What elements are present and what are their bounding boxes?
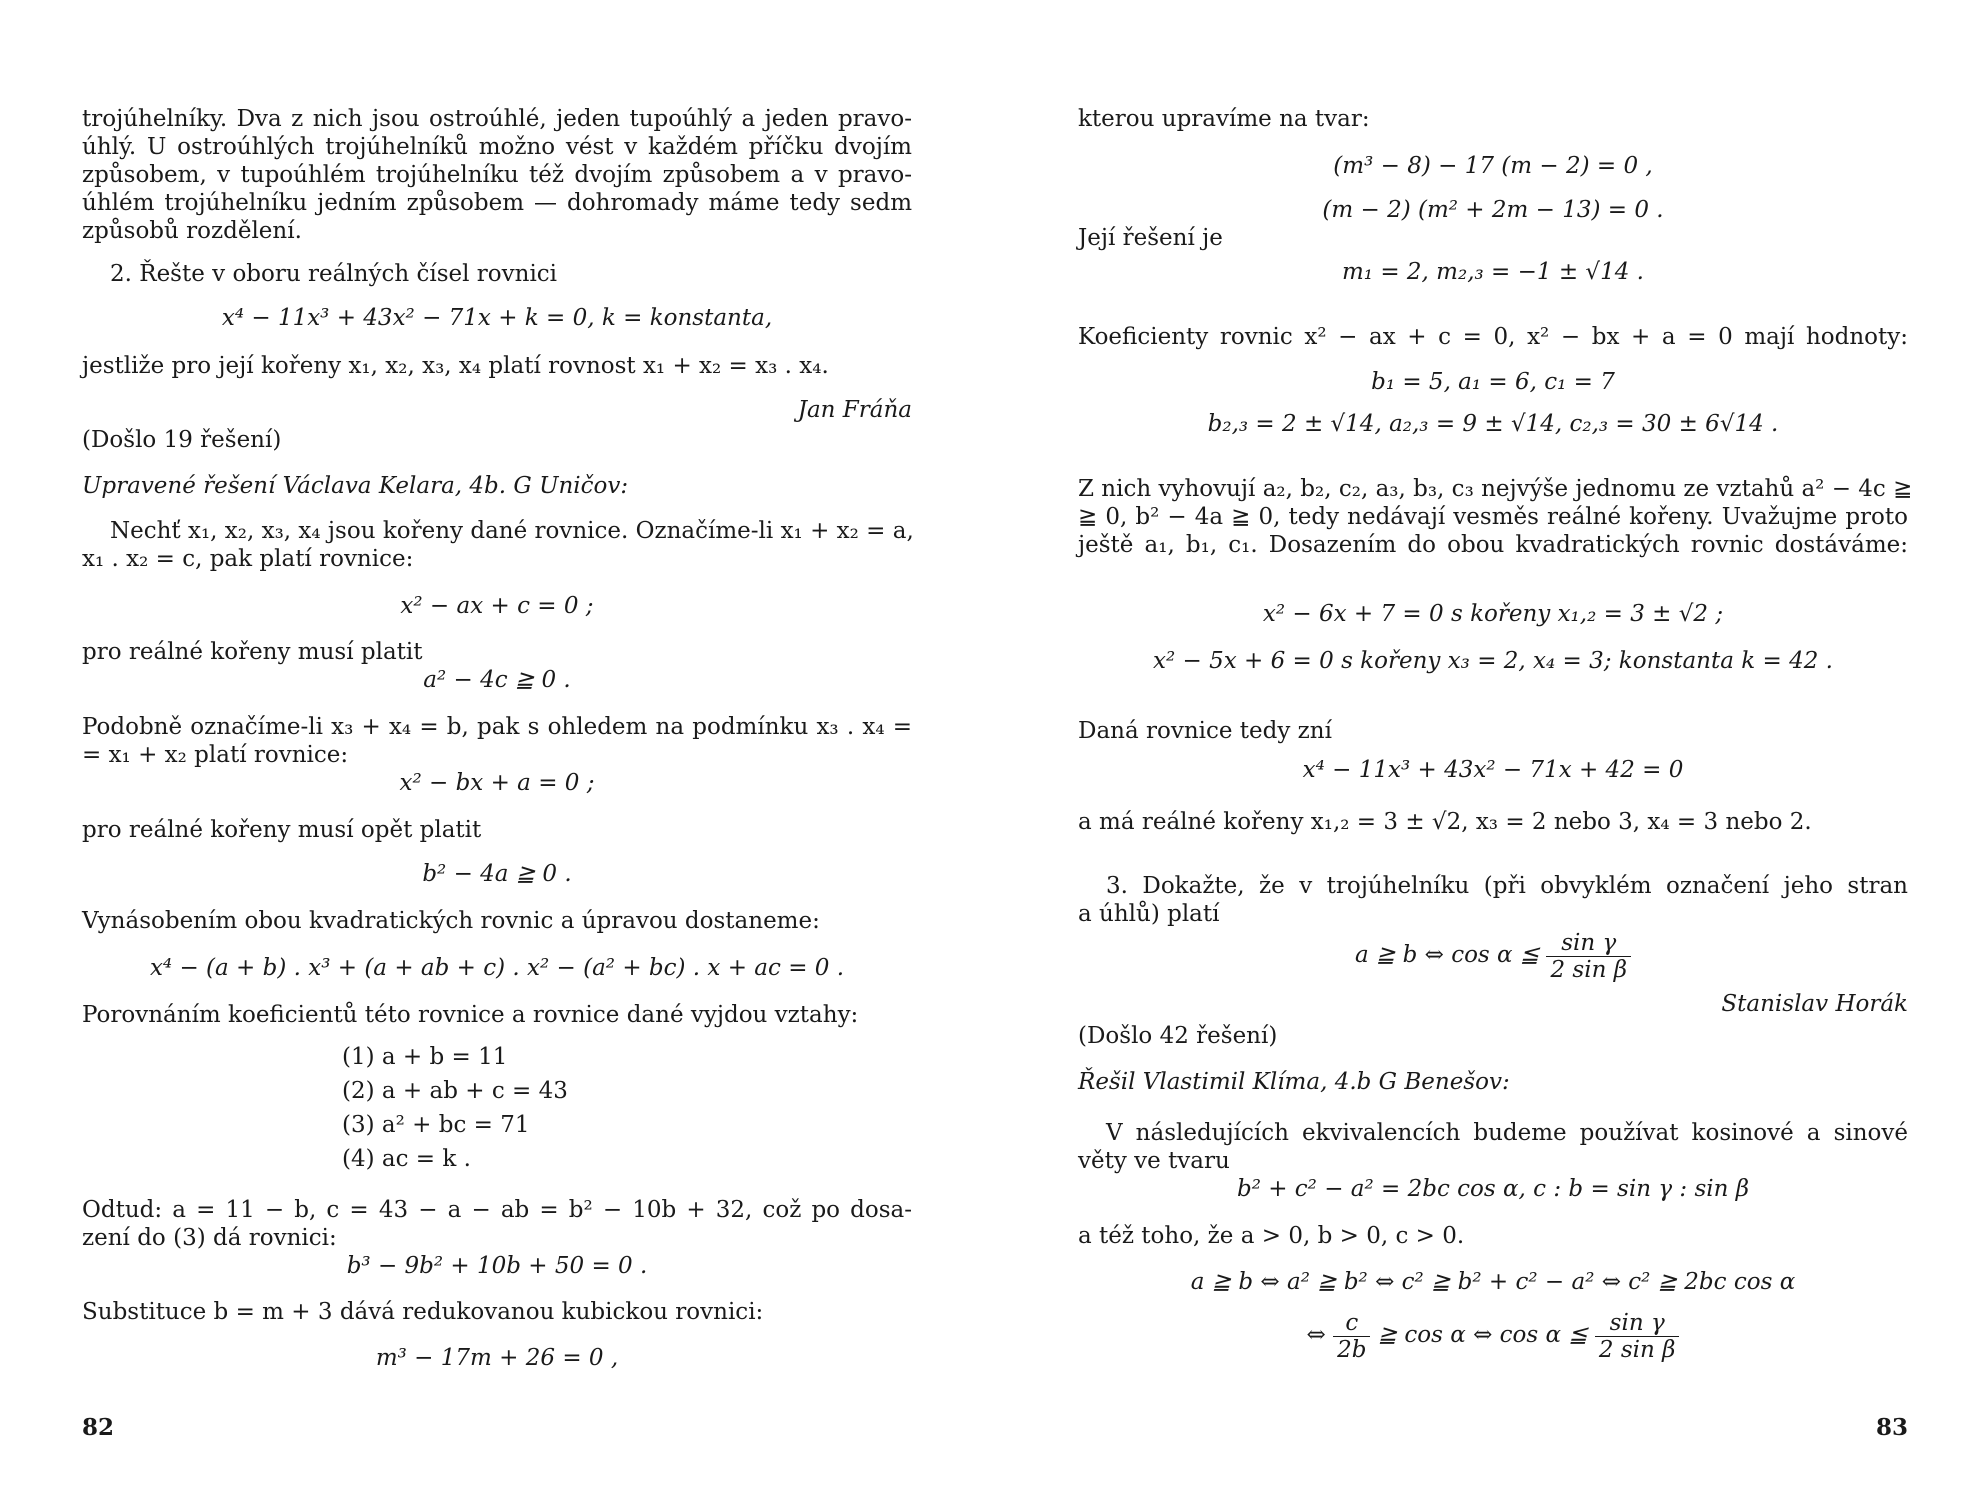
condition-item: (1) a + b = 11 — [342, 1044, 508, 1070]
text-line: Vynásobením obou kvadratických rovnic a úpravou dostaneme: — [82, 908, 820, 934]
text-line: a též toho, že a > 0, b > 0, c > 0. — [1078, 1223, 1465, 1249]
text-line: Daná rovnice tedy zní — [1078, 718, 1332, 744]
condition-list — [342, 1040, 568, 1176]
equation: b₁ = 5, a₁ = 6, c₁ = 7 — [1371, 369, 1615, 395]
text-line: a úhlů) platí — [1078, 901, 1220, 927]
solution-count: (Došlo 19 řešení) — [82, 427, 282, 453]
equation: b² + c² − a² = 2bc cos α, c : b = sin γ : sin β — [1236, 1176, 1750, 1202]
left-page — [82, 0, 912, 1500]
text-line: Podobně označíme-li x₃ + x₄ = b, pak s ohledem na podmínku x₃ . x₄ = — [82, 714, 912, 740]
equation: x⁴ − (a + b) . x³ + (a + ab + c) . x² − (a² + bc) . x + ac = 0 . — [149, 955, 845, 981]
fraction-denominator: 2b — [1337, 1336, 1367, 1363]
problem-author: Jan Fráňa — [797, 397, 912, 423]
equation: x⁴ − 11x³ + 43x² − 71x + 42 = 0 — [1302, 757, 1684, 783]
fraction-numerator: c — [1333, 1310, 1370, 1337]
equation-part: a ≧ b ⇔ cos α ≦ — [1354, 942, 1540, 968]
text-line: a má reálné kořeny x₁,₂ = 3 ± √2, x₃ = 2 nebo 3, x₄ = 3 nebo 2. — [1078, 809, 1812, 835]
fraction — [1333, 1310, 1370, 1363]
equation: a² − 4c ≧ 0 . — [423, 667, 571, 693]
text-line: V následujících ekvivalencích budeme používat kosinové a sinové — [1106, 1120, 1908, 1146]
right-page — [1078, 0, 1913, 1500]
equation: x² − ax + c = 0 ; — [400, 593, 594, 619]
equation: a ≧ b ⇔ a² ≧ b² ⇔ c² ≧ b² + c² − a² ⇔ c² ≧ 2bc cos α — [1190, 1269, 1796, 1295]
equation: b² − 4a ≧ 0 . — [422, 861, 572, 887]
page-number: 82 — [82, 1414, 115, 1441]
text-line: kterou upravíme na tvar: — [1078, 106, 1370, 132]
text-line: ≧ 0, b² − 4a ≧ 0, tedy nedávají vesměs reálné kořeny. Uvažujme proto — [1078, 504, 1908, 530]
solver-heading: Upravené řešení Václava Kelara, 4b. G Uničov: — [82, 473, 629, 499]
problem-heading: 2. Řešte v oboru reálných čísel rovnici — [110, 261, 558, 287]
equation: (m³ − 8) − 17 (m − 2) = 0 , — [1333, 153, 1653, 179]
text-line: úhlém trojúhelníku jedním způsobem — dohromady máme tedy sedm — [82, 190, 912, 216]
solver-heading: Řešil Vlastimil Klíma, 4.b G Benešov: — [1078, 1069, 1510, 1095]
text-line: = x₁ + x₂ platí rovnice: — [82, 742, 349, 768]
text-line: Porovnáním koeficientů této rovnice a rovnice dané vyjdou vztahy: — [82, 1002, 859, 1028]
equation: m³ − 17m + 26 = 0 , — [375, 1345, 619, 1371]
text-line: věty ve tvaru — [1078, 1148, 1230, 1174]
problem-heading: 3. Dokažte, že v trojúhelníku (při obvyklém označení jeho stran — [1106, 873, 1908, 899]
equation: x² − bx + a = 0 ; — [399, 770, 595, 796]
equation: m₁ = 2, m₂,₃ = −1 ± √14 . — [1342, 259, 1644, 285]
equation-part: ≧ cos α ⇔ cos α ≦ — [1377, 1322, 1588, 1348]
text-line: ještě a₁, b₁, c₁. Dosazením do obou kvadratických rovnic dostáváme: — [1078, 532, 1908, 558]
page-number: 83 — [1875, 1414, 1908, 1441]
text-line: způsobem, v tupoúhlém trojúhelníku též dvojím způsobem a v pravo- — [82, 162, 912, 188]
condition-item: (4) ac = k . — [342, 1146, 471, 1172]
text-line: Substituce b = m + 3 dává redukovanou kubickou rovnici: — [82, 1299, 764, 1325]
condition-item: (2) a + ab + c = 43 — [342, 1078, 568, 1104]
problem-author: Stanislav Horák — [1721, 991, 1908, 1017]
text-line: zení do (3) dá rovnici: — [82, 1225, 337, 1251]
text-line: pro reálné kořeny musí platit — [82, 639, 423, 665]
fraction — [1595, 1310, 1680, 1363]
equation: x⁴ − 11x³ + 43x² − 71x + k = 0, k = konstanta, — [221, 305, 773, 331]
condition-item: (3) a² + bc = 71 — [342, 1112, 530, 1138]
solution-count: (Došlo 42 řešení) — [1078, 1023, 1278, 1049]
fraction-denominator: 2 sin β — [1550, 956, 1628, 983]
fraction-numerator: sin γ — [1546, 930, 1631, 957]
equation: x² − 6x + 7 = 0 s kořeny x₁,₂ = 3 ± √2 ; — [1262, 601, 1724, 627]
text-line: Odtud: a = 11 − b, c = 43 − a − ab = b² − 10b + 32, což po dosa- — [82, 1197, 912, 1223]
text-line: trojúhelníky. Dva z nich jsou ostroúhlé, jeden tupoúhlý a jeden pravo- — [82, 106, 912, 132]
equation: b₂,₃ = 2 ± √14, a₂,₃ = 9 ± √14, c₂,₃ = 30 ± 6√14 . — [1207, 411, 1779, 437]
equation: b³ − 9b² + 10b + 50 = 0 . — [346, 1253, 648, 1279]
text-line: Její řešení je — [1078, 225, 1223, 251]
text-line: způsobů rozdělení. — [82, 218, 302, 244]
equation: x² − 5x + 6 = 0 s kořeny x₃ = 2, x₄ = 3; konstanta k = 42 . — [1153, 648, 1833, 674]
text-line: Koeficienty rovnic x² − ax + c = 0, x² − bx + a = 0 mají hodnoty: — [1078, 324, 1908, 350]
text-line: pro reálné kořeny musí opět platit — [82, 817, 482, 843]
fraction — [1546, 930, 1631, 983]
equation: (m − 2) (m² + 2m − 13) = 0 . — [1322, 197, 1664, 223]
text-line: Z nich vyhovují a₂, b₂, c₂, a₃, b₃, c₃ nejvýše jednomu ze vztahů a² − 4c ≧ — [1078, 476, 1913, 502]
equation — [1078, 925, 1908, 985]
equation — [1078, 1305, 1908, 1365]
text-line: Nechť x₁, x₂, x₃, x₄ jsou kořeny dané rovnice. Označíme-li x₁ + x₂ = a, — [110, 518, 914, 544]
equation-part: ⇔ — [1306, 1322, 1326, 1348]
text-line: jestliže pro její kořeny x₁, x₂, x₃, x₄ platí rovnost x₁ + x₂ = x₃ . x₄. — [82, 353, 829, 379]
text-line: úhlý. U ostroúhlých trojúhelníků možno vést v každém příčku dvojím — [82, 134, 912, 160]
text-line: x₁ . x₂ = c, pak platí rovnice: — [82, 546, 414, 572]
fraction-numerator: sin γ — [1595, 1310, 1680, 1337]
fraction-denominator: 2 sin β — [1598, 1336, 1676, 1363]
